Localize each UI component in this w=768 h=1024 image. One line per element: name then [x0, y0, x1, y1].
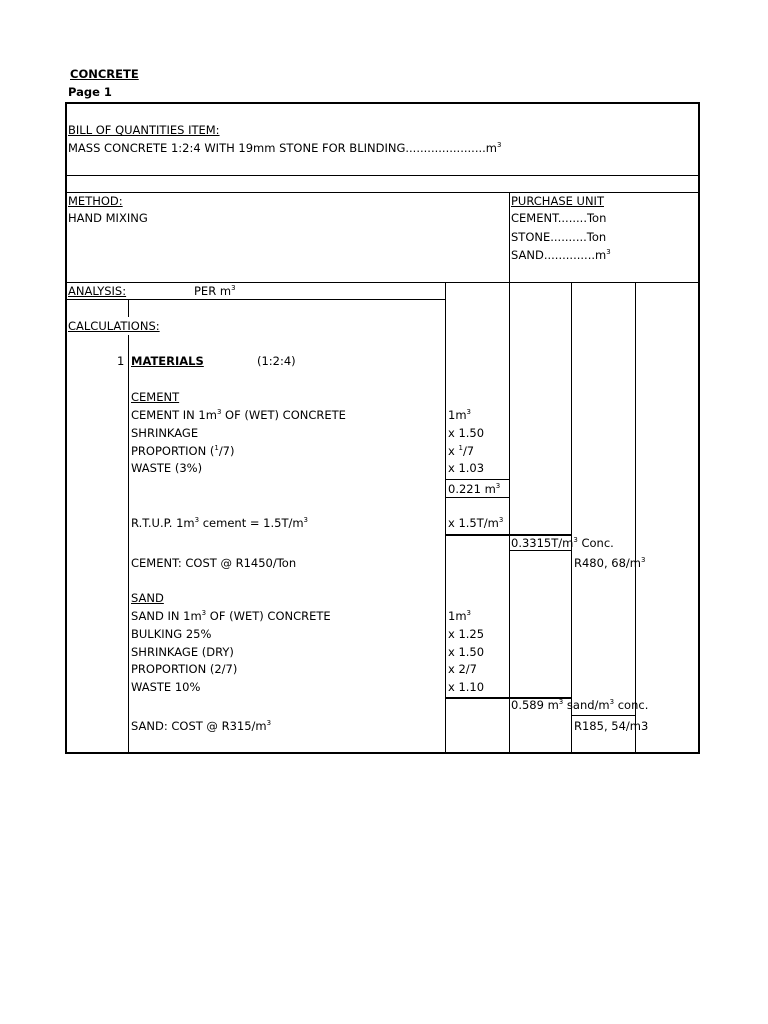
purchase-sand: $SAND..............m^3$ — [511, 248, 611, 262]
calculations-label: CALCULATIONS: — [68, 319, 160, 333]
sand-factor-base: $1m^3$ — [448, 609, 471, 623]
purchase-unit-label: PURCHASE UNIT — [511, 194, 604, 208]
materials-ratio: (1:2:4) — [257, 354, 296, 368]
cement-shrinkage: SHRINKAGE — [131, 426, 199, 440]
sand-factor-proportion: x 2/7 — [448, 662, 477, 676]
sand-factor-shrinkage: x 1.50 — [448, 645, 485, 659]
materials-number: 1 — [117, 354, 125, 368]
sand-result: 0.589 $m^3$ sand/$m^3$ conc. — [511, 698, 649, 712]
cement-result: $0.3315T/m^3$ Conc. — [511, 536, 614, 550]
sand-cost-value: R185, 54/m3 — [574, 719, 649, 733]
boq-label: BILL OF QUANTITIES ITEM: — [68, 123, 220, 137]
method-value: HAND MIXING — [68, 211, 148, 225]
sand-factor-waste: x 1.10 — [448, 680, 485, 694]
sand-bulking: BULKING 25% — [131, 627, 212, 641]
boq-item-description: MASS CONCRETE 1:2:4 WITH 19mm STONE FOR $BLINDING......................m^3$ — [68, 141, 502, 155]
section-title: CONCRETE — [70, 67, 139, 81]
analysis-label: ANALYSIS: — [68, 284, 127, 298]
cement-cost-value: R480, $68/m^3$ — [574, 556, 646, 570]
sand-in-concrete: SAND IN $1m^3$ OF (WET) CONCRETE — [131, 609, 331, 623]
sand-waste: WASTE 10% — [131, 680, 201, 694]
method-label: METHOD: — [68, 194, 123, 208]
sand-shrinkage: SHRINKAGE (DRY) — [131, 645, 234, 659]
analysis-per: PER $m^3$ — [194, 284, 236, 298]
cement-proportion: PROPORTION ($^1$/7) — [131, 444, 235, 458]
sand-cost-label: SAND: COST @ $R315/m^3$ — [131, 719, 272, 733]
cement-factor-base: $1m^3$ — [448, 408, 471, 422]
materials-heading: MATERIALS — [131, 354, 204, 368]
cement-rtup-factor: x $1.5T/m^3$ — [448, 516, 504, 530]
cement-heading: CEMENT — [131, 390, 180, 404]
sand-proportion: PROPORTION (2/7) — [131, 662, 238, 676]
purchase-cement: CEMENT........Ton — [511, 211, 607, 225]
cement-cost-label: CEMENT: COST @ R1450/Ton — [131, 556, 297, 570]
cement-subtotal: 0.221 $m^3$ — [448, 482, 501, 496]
cement-factor-proportion: x $^1$/7 — [448, 444, 475, 458]
page-number: Page 1 — [68, 85, 112, 99]
cement-rtup: R.T.U.P. $1m^3$ cement = $1.5T/m^3$ — [131, 516, 309, 530]
sand-factor-bulking: x 1.25 — [448, 627, 485, 641]
cement-in-concrete: CEMENT IN $1m^3$ OF (WET) CONCRETE — [131, 408, 346, 422]
sand-heading: SAND — [131, 591, 164, 605]
cement-factor-shrinkage: x 1.50 — [448, 426, 485, 440]
purchase-stone: STONE..........Ton — [511, 230, 607, 244]
cement-waste: WASTE (3%) — [131, 461, 203, 475]
cement-factor-waste: x 1.03 — [448, 461, 485, 475]
